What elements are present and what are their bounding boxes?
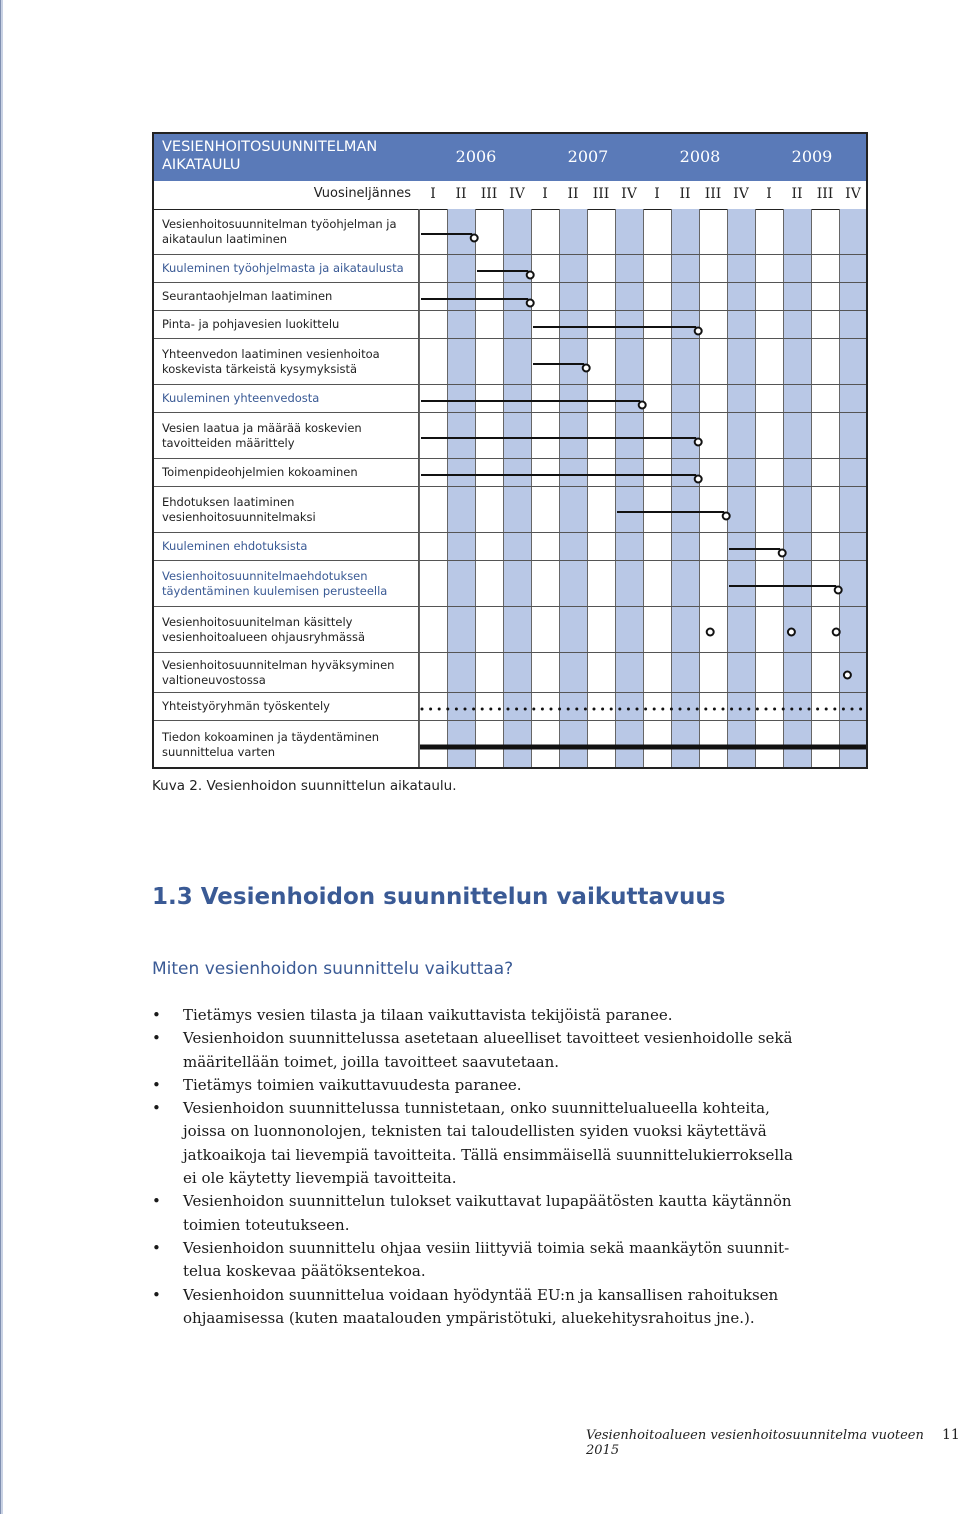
row-gridline xyxy=(419,768,866,769)
task-label-text: Ehdotuksen laatiminen vesienhoitosuunnitelmaksi xyxy=(162,494,316,524)
quarter-header-row xyxy=(154,181,866,210)
bullet-line: Tietämys toimien vaikuttavuudesta paranee. xyxy=(183,1075,522,1094)
bullet-line: ei ole käytetty lievempiä tavoitteita. xyxy=(183,1169,457,1188)
dotted-bar-dot xyxy=(687,708,690,711)
dotted-bar-dot xyxy=(550,708,553,711)
quarter-label: II xyxy=(679,186,691,202)
bullet-line: Tietämys vesien tilasta ja tilaan vaikuttavista tekijöistä paranee. xyxy=(183,1006,673,1024)
milestone-marker xyxy=(723,513,730,520)
bullet-line: ohjaamisessa (kuten maatalouden ympäristötuki, aluekehitysrahoitus jne.). xyxy=(183,1308,755,1327)
milestone-marker xyxy=(833,629,840,636)
dotted-bar-dot xyxy=(739,708,742,711)
dotted-bar-dot xyxy=(567,708,570,711)
bullet-line: telua koskevaa päätöksentekoa. xyxy=(183,1262,426,1281)
column-divider xyxy=(418,209,419,769)
task-label xyxy=(154,561,418,607)
task-label-text: Vesienhoitosuunnitelmaehdotuksen täydentäminen kuulemisen perusteella xyxy=(162,568,388,598)
footer-title: Vesienhoitoalueen vesienhoitosuunnitelma vuoteen 2015 xyxy=(586,1428,924,1458)
bullet-item xyxy=(152,1190,822,1237)
schedule-title: VESIENHOITOSUUNNITELMAN AIKATAULU xyxy=(162,139,378,173)
bullet-dot-icon: • xyxy=(152,1192,161,1211)
dotted-bar-dot xyxy=(756,708,759,711)
quarter-label: III xyxy=(480,186,498,202)
bullet-item xyxy=(152,1097,822,1190)
dotted-bar-dot xyxy=(704,708,707,711)
quarter-label: III xyxy=(816,186,834,202)
bullet-dot-icon: • xyxy=(152,1238,161,1257)
dotted-bar-dot xyxy=(722,708,725,711)
dotted-bar-dot xyxy=(575,708,578,711)
dotted-bar-dot xyxy=(653,708,656,711)
task-label xyxy=(154,459,418,487)
schedule-table xyxy=(152,132,868,769)
dotted-bar-dot xyxy=(618,708,621,711)
task-label xyxy=(154,607,418,653)
task-label-text: Kuuleminen yhteenvedosta xyxy=(162,391,320,405)
dotted-bar-dot xyxy=(584,708,587,711)
bullet-line: Vesienhoidon suunnittelussa asetetaan alueelliset tavoitteet vesienhoidolle sekä xyxy=(183,1029,793,1048)
bullet-line: toimien toteutukseen. xyxy=(183,1215,350,1234)
task-label-text: Vesienhoitosuunnitelman työohjelman ja aikataulun laatiminen xyxy=(162,216,397,246)
task-label-text: Yhteistyöryhmän työskentely xyxy=(162,699,330,713)
bullet-list xyxy=(152,1004,822,1330)
dotted-bar-dot xyxy=(627,708,630,711)
dotted-bar-dot xyxy=(464,708,467,711)
dotted-bar-dot xyxy=(601,708,604,711)
section-subtitle: Miten vesienhoidon suunnittelu vaikuttaa? xyxy=(152,959,514,979)
dotted-bar-dot xyxy=(833,708,836,711)
page-number: 11 xyxy=(942,1427,960,1443)
bullet-line: joissa on luonnonolojen, teknisten tai taloudellisten syiden vuoksi käytettävä xyxy=(183,1122,767,1141)
bullet-item xyxy=(152,1074,822,1097)
task-label xyxy=(154,255,418,283)
dotted-bar-dot xyxy=(438,708,441,711)
quarter-label: II xyxy=(791,186,803,202)
milestone-marker xyxy=(844,672,851,679)
milestone-marker xyxy=(695,439,702,446)
dotted-bar-dot xyxy=(507,708,510,711)
bullet-dot-icon: • xyxy=(152,1006,161,1024)
quarter-label: IV xyxy=(621,186,637,202)
task-label-text: Vesienhoitosuunitelman käsittely vesienhoitoalueen ohjausryhmässä xyxy=(162,614,366,644)
task-label xyxy=(154,311,418,339)
quarter-label: IV xyxy=(509,186,525,202)
quarter-label: IV xyxy=(845,186,861,202)
bullet-line: Vesienhoidon suunnittelu ohjaa vesiin liittyviä toimia sekä maankäytön suunnit- xyxy=(183,1238,790,1257)
milestone-marker xyxy=(788,629,795,636)
figure-caption: Kuva 2. Vesienhoidon suunnittelun aikataulu. xyxy=(152,778,457,794)
dotted-bar-dot xyxy=(421,708,424,711)
task-label-text: Vesien laatua ja määrää koskevien tavoitteiden määrittely xyxy=(162,420,362,450)
task-label-text: Toimenpideohjelmien kokoaminen xyxy=(162,465,358,479)
task-label xyxy=(154,533,418,561)
milestone-marker xyxy=(779,550,786,557)
dotted-bar-dot xyxy=(481,708,484,711)
bullet-line: määritellään toimet, joilla tavoitteet saavutetaan. xyxy=(183,1052,560,1071)
task-label xyxy=(154,693,418,721)
dotted-bar-dot xyxy=(696,708,699,711)
task-label xyxy=(154,653,418,693)
year-header: 2007 xyxy=(567,147,609,166)
bullet-item xyxy=(152,1237,822,1284)
dotted-bar-dot xyxy=(670,708,673,711)
dotted-bar-dot xyxy=(825,708,828,711)
quarter-label: I xyxy=(430,186,436,202)
dotted-bar-dot xyxy=(713,708,716,711)
milestone-marker xyxy=(695,328,702,335)
task-label xyxy=(154,721,418,769)
dotted-bar-dot xyxy=(472,708,475,711)
year-headers xyxy=(420,134,866,181)
section-title: 1.3 Vesienhoidon suunnittelun vaikuttavuus xyxy=(152,884,726,910)
dotted-bar-dot xyxy=(524,708,527,711)
task-label-text: Kuuleminen ehdotuksista xyxy=(162,539,308,553)
dotted-bar-dot xyxy=(636,708,639,711)
task-label-text: Kuuleminen työohjelmasta ja aikataulusta xyxy=(162,261,404,275)
task-label-text: Seurantaohjelman laatiminen xyxy=(162,289,333,303)
milestone-marker xyxy=(639,402,646,409)
dotted-bar-dot xyxy=(429,708,432,711)
dotted-bar-dot xyxy=(455,708,458,711)
task-label-text: Yhteenvedon laatiminen vesienhoitoa koskevista tärkeistä kysymyksistä xyxy=(162,346,380,376)
dotted-bar-dot xyxy=(679,708,682,711)
dotted-bar-dot xyxy=(851,708,854,711)
schedule-grid xyxy=(419,209,866,769)
schedule-bars xyxy=(419,209,866,769)
bullet-line: Vesienhoidon suunnittelun tulokset vaikuttavat lupapäätösten kautta käytännön xyxy=(183,1192,792,1211)
dotted-bar-dot xyxy=(782,708,785,711)
dotted-bar-dot xyxy=(799,708,802,711)
dotted-bar-dot xyxy=(859,708,862,711)
bullet-dot-icon: • xyxy=(152,1029,161,1048)
dotted-bar-dot xyxy=(498,708,501,711)
quarter-row-label: Vuosineljännes xyxy=(313,186,411,201)
page-edge-line xyxy=(0,0,1,1514)
dotted-bar-dot xyxy=(532,708,535,711)
dotted-bar-dot xyxy=(661,708,664,711)
year-header: 2008 xyxy=(679,147,721,166)
task-label xyxy=(154,339,418,385)
bullet-item xyxy=(152,1284,822,1331)
quarter-label: II xyxy=(455,186,467,202)
bullet-item xyxy=(152,1027,822,1074)
dotted-bar-dot xyxy=(446,708,449,711)
dotted-bar-dot xyxy=(593,708,596,711)
task-label-text: Pinta- ja pohjavesien luokittelu xyxy=(162,317,340,331)
bullet-line: Vesienhoidon suunnittelussa tunnistetaan, onko suunnittelualueella kohteita, xyxy=(183,1099,770,1118)
dotted-bar-dot xyxy=(515,708,518,711)
quarter-label: I xyxy=(654,186,660,202)
task-label xyxy=(154,385,418,413)
milestone-marker xyxy=(471,235,478,242)
dotted-bar-dot xyxy=(765,708,768,711)
task-label-text: Tiedon kokoaminen ja täydentäminen suunnittelua varten xyxy=(162,729,380,759)
quarter-label: II xyxy=(567,186,579,202)
milestone-marker xyxy=(695,476,702,483)
bullet-dot-icon: • xyxy=(152,1099,161,1118)
dotted-bar-dot xyxy=(541,708,544,711)
bullet-line: jatkoaikoja tai lievempiä tavoitteita. Tällä ensimmäisellä suunnittelukierroksella xyxy=(183,1145,793,1164)
dotted-bar-dot xyxy=(489,708,492,711)
milestone-marker xyxy=(527,272,534,279)
dotted-bar-dot xyxy=(644,708,647,711)
bullet-dot-icon: • xyxy=(152,1075,161,1094)
quarter-label: IV xyxy=(733,186,749,202)
quarter-label: I xyxy=(542,186,548,202)
task-label xyxy=(154,283,418,311)
milestone-marker xyxy=(583,365,590,372)
task-label xyxy=(154,487,418,533)
task-label-text: Vesienhoitosuunnitelman hyväksyminen valtioneuvostossa xyxy=(162,657,395,687)
task-label xyxy=(154,209,418,255)
dotted-bar-dot xyxy=(610,708,613,711)
dotted-bar-dot xyxy=(816,708,819,711)
milestone-marker xyxy=(835,587,842,594)
quarter-label: I xyxy=(766,186,772,202)
dotted-bar-dot xyxy=(558,708,561,711)
quarter-label: III xyxy=(592,186,610,202)
quarter-label: III xyxy=(704,186,722,202)
task-label xyxy=(154,413,418,459)
dotted-bar-dot xyxy=(747,708,750,711)
dotted-bar-dot xyxy=(790,708,793,711)
dotted-bar-dot xyxy=(842,708,845,711)
bullet-line: Vesienhoidon suunnittelua voidaan hyödyntää EU:n ja kansallisen rahoituksen xyxy=(183,1285,779,1304)
milestone-marker xyxy=(527,300,534,307)
year-header: 2009 xyxy=(791,147,833,166)
dotted-bar-dot xyxy=(773,708,776,711)
year-header: 2006 xyxy=(455,147,497,166)
bullet-dot-icon: • xyxy=(152,1285,161,1304)
milestone-marker xyxy=(707,629,714,636)
dotted-bar-dot xyxy=(730,708,733,711)
bullet-item xyxy=(152,1004,822,1027)
dotted-bar-dot xyxy=(808,708,811,711)
